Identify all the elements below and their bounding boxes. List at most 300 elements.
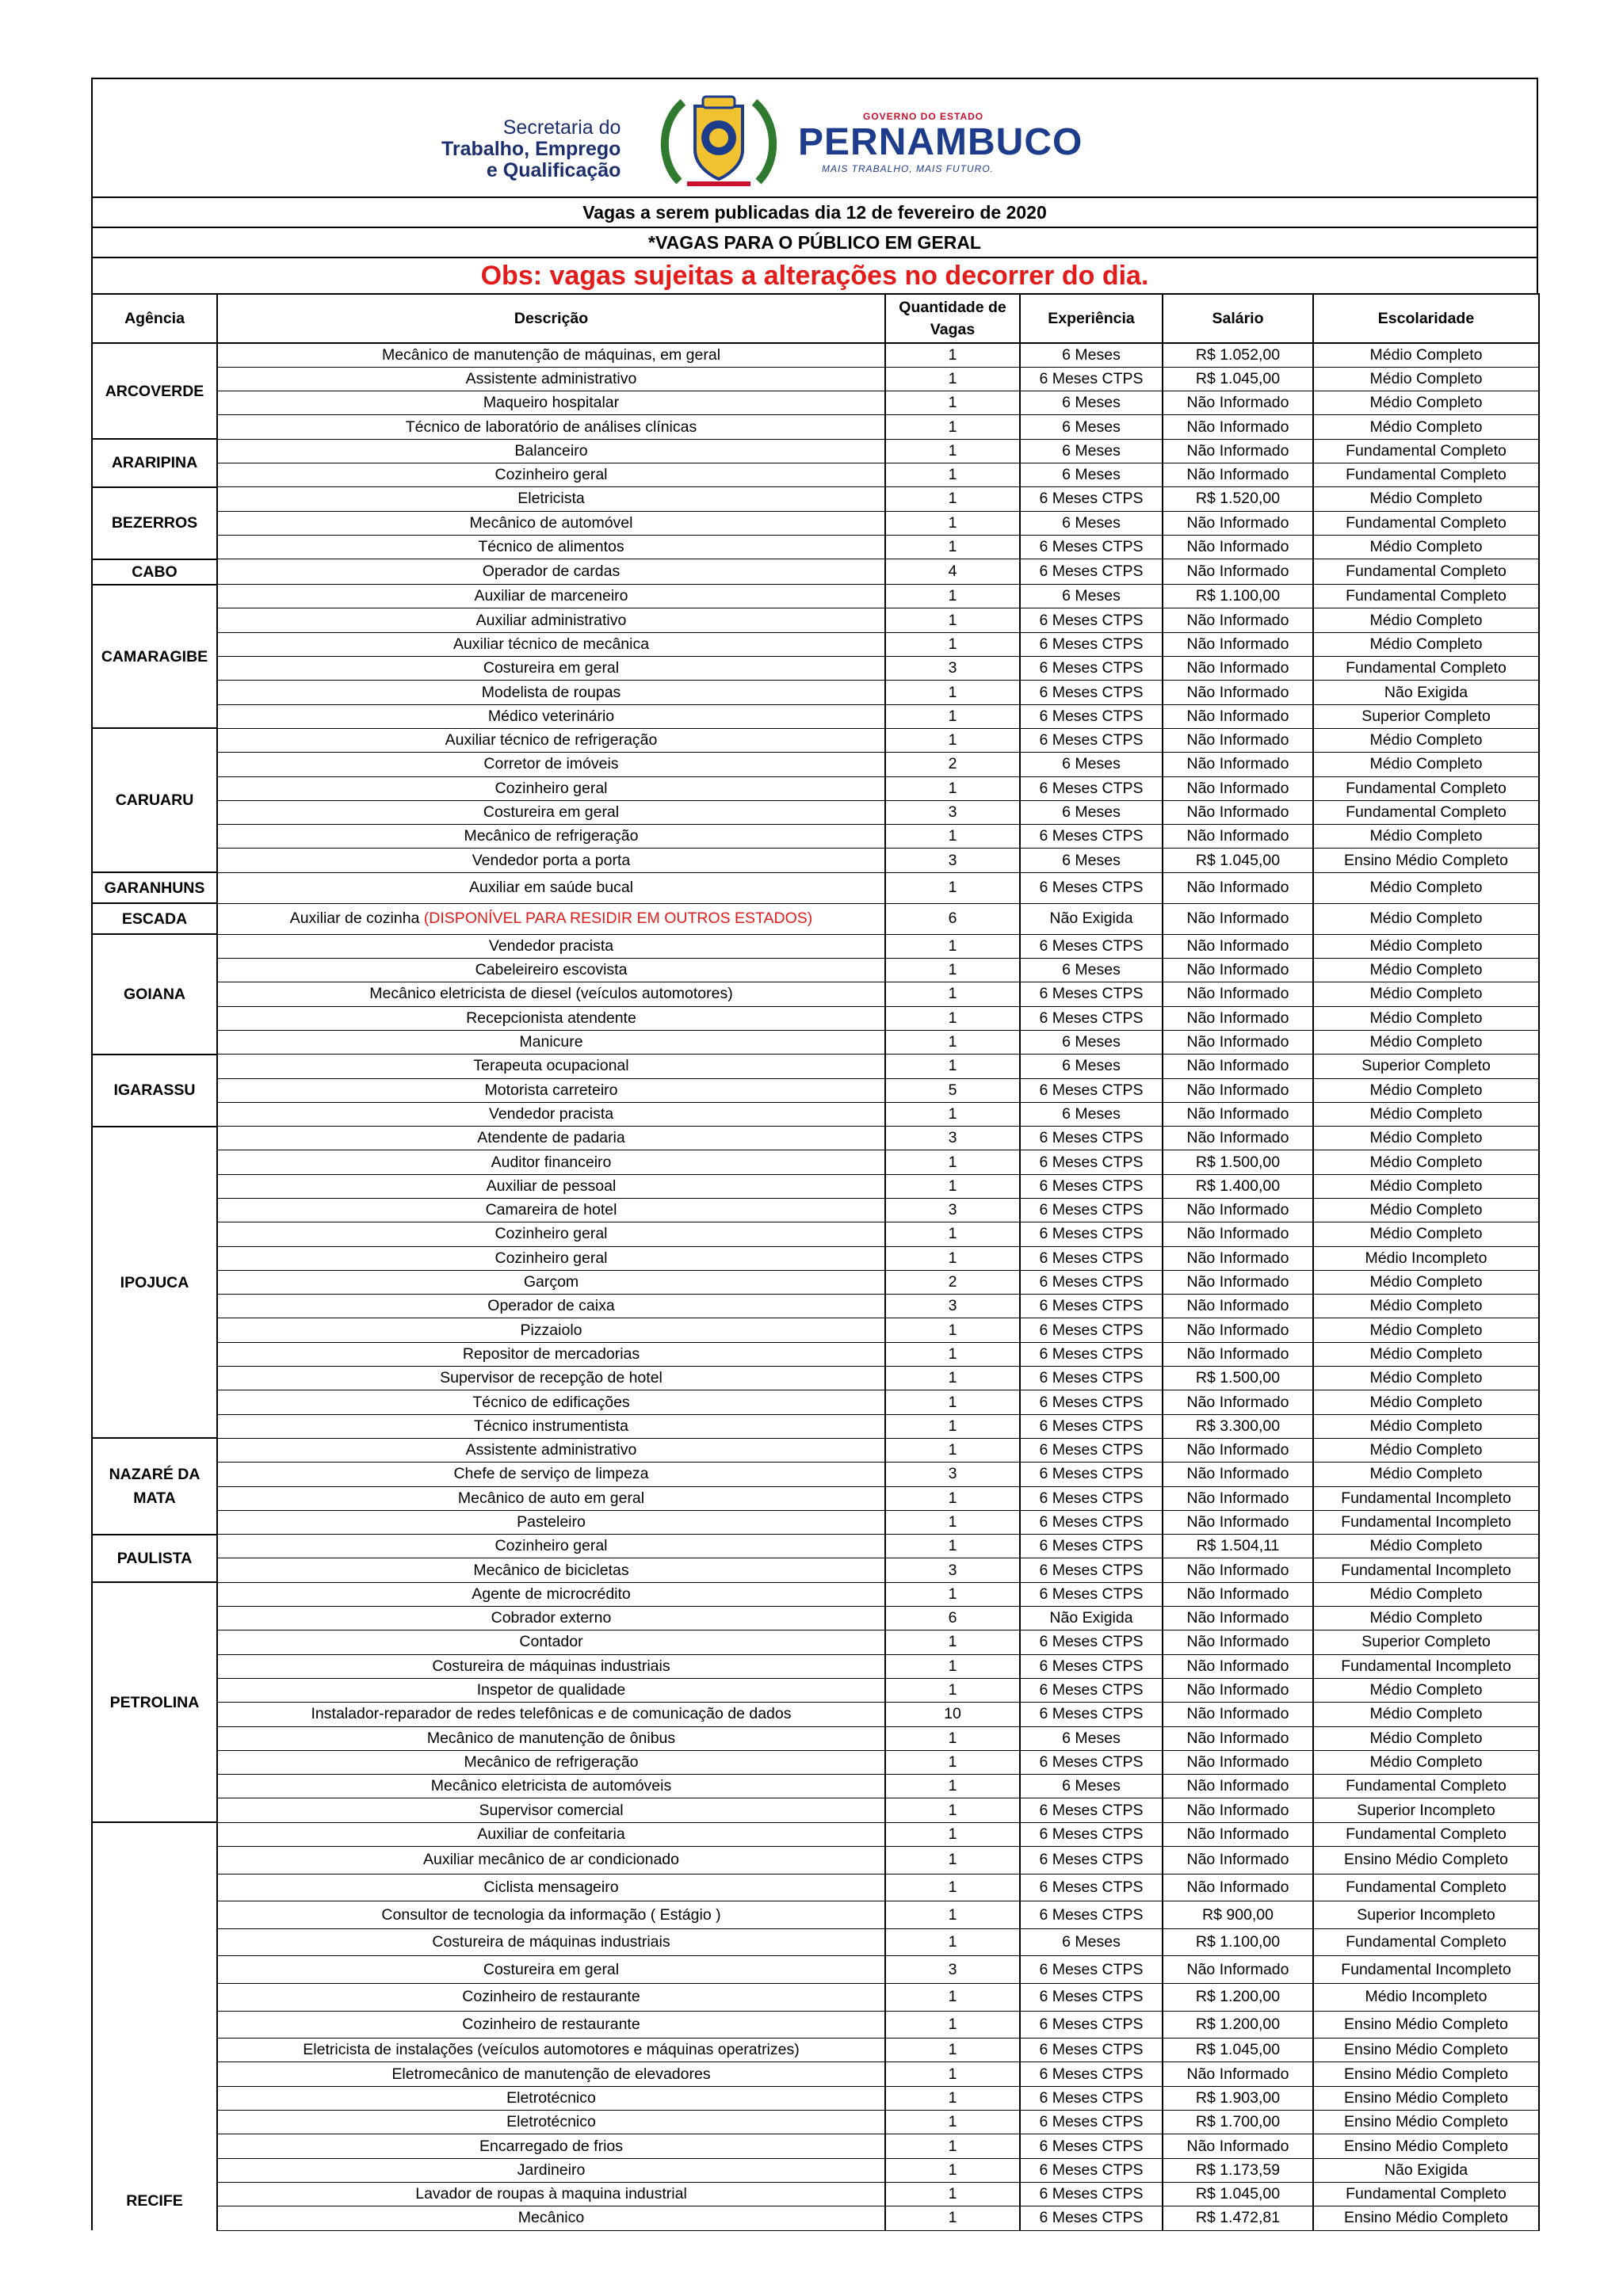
job-quantity: 1 <box>885 982 1020 1006</box>
job-education: Médio Completo <box>1313 1342 1539 1366</box>
job-quantity: 1 <box>885 463 1020 486</box>
job-salary: R$ 1.700,00 <box>1163 2111 1313 2134</box>
agency-cell: PETROLINA <box>92 1582 217 1822</box>
table-row <box>92 1535 1539 1558</box>
job-quantity: 6 <box>885 903 1020 934</box>
job-quantity: 1 <box>885 2062 1020 2086</box>
obs-notice: Obs: vagas sujeitas a alterações no decorrer do dia. <box>91 257 1538 293</box>
job-quantity: 1 <box>885 1510 1020 1534</box>
job-salary: Não Informado <box>1163 825 1313 849</box>
job-quantity: 1 <box>885 1030 1020 1054</box>
job-quantity: 1 <box>885 391 1020 415</box>
job-salary: Não Informado <box>1163 1630 1313 1654</box>
job-quantity: 1 <box>885 2011 1020 2039</box>
table-row <box>92 800 1539 824</box>
job-description: Cobrador externo <box>217 1607 885 1630</box>
job-salary: Não Informado <box>1163 2134 1313 2158</box>
job-description: Terapeuta ocupacional <box>217 1055 885 1078</box>
job-quantity: 1 <box>885 1486 1020 1510</box>
page-title: Vagas a serem publicadas dia 12 de fevereiro de 2020 <box>91 196 1538 227</box>
table-row <box>92 632 1539 656</box>
job-experience: 6 Meses <box>1020 1928 1163 1956</box>
job-description: Consultor de tecnologia da informação ( Estágio ) <box>217 1901 885 1929</box>
job-description: Mecânico eletricista de diesel (veículos automotores) <box>217 982 885 1006</box>
job-experience: 6 Meses CTPS <box>1020 608 1163 632</box>
job-experience: 6 Meses CTPS <box>1020 1983 1163 2011</box>
job-description: Auxiliar em saúde bucal <box>217 872 885 903</box>
agency-cell: CABO <box>92 559 217 585</box>
job-education: Médio Completo <box>1313 391 1539 415</box>
job-salary: Não Informado <box>1163 463 1313 486</box>
job-quantity: 1 <box>885 1750 1020 1774</box>
job-note: (DISPONÍVEL PARA RESIDIR EM OUTROS ESTADOS) <box>419 910 813 928</box>
job-salary: Não Informado <box>1163 872 1313 903</box>
table-row <box>92 1874 1539 1901</box>
job-experience: 6 Meses <box>1020 415 1163 439</box>
job-quantity: 1 <box>885 1822 1020 1846</box>
job-salary: Não Informado <box>1163 511 1313 535</box>
job-quantity: 1 <box>885 1901 1020 1929</box>
job-description: Lavador de roupas à maquina industrial <box>217 2182 885 2206</box>
job-quantity: 1 <box>885 2206 1020 2230</box>
job-quantity: 3 <box>885 1127 1020 1150</box>
table-row <box>92 1006 1539 1030</box>
agency-cell: IGARASSU <box>92 1055 217 1127</box>
job-experience: 6 Meses CTPS <box>1020 1246 1163 1270</box>
job-experience: 6 Meses CTPS <box>1020 1486 1163 1510</box>
job-salary: Não Informado <box>1163 608 1313 632</box>
page-subtitle: *VAGAS PARA O PÚBLICO EM GERAL <box>91 227 1538 257</box>
job-education: Fundamental Completo <box>1313 1874 1539 1901</box>
table-row <box>92 1654 1539 1678</box>
job-description: Maqueiro hospitalar <box>217 391 885 415</box>
table-row <box>92 728 1539 752</box>
job-experience: 6 Meses CTPS <box>1020 2182 1163 2206</box>
job-education: Médio Incompleto <box>1313 1246 1539 1270</box>
job-quantity: 3 <box>885 1463 1020 1486</box>
job-description: Auditor financeiro <box>217 1150 885 1174</box>
job-salary: R$ 1.045,00 <box>1163 849 1313 872</box>
job-experience: 6 Meses CTPS <box>1020 1654 1163 1678</box>
job-experience: 6 Meses CTPS <box>1020 367 1163 391</box>
job-experience: 6 Meses CTPS <box>1020 1510 1163 1534</box>
col-escolaridade: Escolaridade <box>1313 294 1539 343</box>
job-quantity: 1 <box>885 1630 1020 1654</box>
table-row <box>92 1414 1539 1438</box>
table-row <box>92 1901 1539 1929</box>
job-education: Médio Completo <box>1313 608 1539 632</box>
job-education: Médio Completo <box>1313 1078 1539 1102</box>
job-quantity: 1 <box>885 2039 1020 2062</box>
job-description: Agente de microcrédito <box>217 1582 885 1606</box>
job-salary: Não Informado <box>1163 1270 1313 1294</box>
table-row <box>92 1822 1539 1846</box>
table-row <box>92 2206 1539 2230</box>
job-description: Operador de cardas <box>217 559 885 585</box>
job-education: Médio Completo <box>1313 753 1539 776</box>
job-education: Médio Completo <box>1313 367 1539 391</box>
job-salary: Não Informado <box>1163 391 1313 415</box>
job-description: Auxiliar mecânico de ar condicionado <box>217 1847 885 1875</box>
job-education: Fundamental Incompleto <box>1313 1956 1539 1984</box>
job-education: Médio Completo <box>1313 1726 1539 1750</box>
job-education: Médio Completo <box>1313 1750 1539 1774</box>
job-quantity: 1 <box>885 1342 1020 1366</box>
table-row <box>92 1956 1539 1984</box>
job-experience: 6 Meses CTPS <box>1020 1822 1163 1846</box>
table-row <box>92 1928 1539 1956</box>
table-row <box>92 2062 1539 2086</box>
job-experience: 6 Meses CTPS <box>1020 1874 1163 1901</box>
job-quantity: 1 <box>885 1678 1020 1702</box>
table-row <box>92 1582 1539 1606</box>
table-row <box>92 776 1539 800</box>
job-salary: Não Informado <box>1163 934 1313 958</box>
agency-cell: NAZARÉ DA MATA <box>92 1438 217 1534</box>
job-education: Médio Completo <box>1313 1535 1539 1558</box>
job-experience: 6 Meses CTPS <box>1020 1582 1163 1606</box>
table-row <box>92 681 1539 704</box>
job-description: Cozinheiro de restaurante <box>217 2011 885 2039</box>
job-salary: Não Informado <box>1163 1055 1313 1078</box>
job-education: Fundamental Completo <box>1313 1928 1539 1956</box>
job-description: Motorista carreteiro <box>217 1078 885 1102</box>
job-salary: R$ 1.052,00 <box>1163 343 1313 367</box>
job-experience: 6 Meses CTPS <box>1020 1463 1163 1486</box>
agency-cell: ARARIPINA <box>92 439 217 487</box>
job-salary: Não Informado <box>1163 1078 1313 1102</box>
job-experience: 6 Meses CTPS <box>1020 1678 1163 1702</box>
job-description: Cozinheiro geral <box>217 776 885 800</box>
col-salario: Salário <box>1163 294 1313 343</box>
job-experience: 6 Meses CTPS <box>1020 1798 1163 1822</box>
job-salary: Não Informado <box>1163 1295 1313 1318</box>
job-salary: R$ 3.300,00 <box>1163 1414 1313 1438</box>
job-experience: 6 Meses <box>1020 439 1163 463</box>
job-experience: 6 Meses CTPS <box>1020 872 1163 903</box>
table-row <box>92 1630 1539 1654</box>
job-salary: Não Informado <box>1163 776 1313 800</box>
job-education: Fundamental Completo <box>1313 511 1539 535</box>
job-experience: 6 Meses <box>1020 1726 1163 1750</box>
job-description: Mecânico de refrigeração <box>217 825 885 849</box>
table-row <box>92 1558 1539 1582</box>
job-education: Fundamental Incompleto <box>1313 1510 1539 1534</box>
table-row <box>92 2134 1539 2158</box>
job-quantity: 1 <box>885 367 1020 391</box>
job-experience: 6 Meses CTPS <box>1020 2158 1163 2182</box>
job-education: Médio Completo <box>1313 1150 1539 1174</box>
job-description: Eletricista <box>217 487 885 511</box>
job-description: Cozinheiro geral <box>217 1246 885 1270</box>
job-salary: Não Informado <box>1163 1726 1313 1750</box>
job-education: Médio Completo <box>1313 1127 1539 1150</box>
table-row <box>92 559 1539 585</box>
job-description: Auxiliar técnico de mecânica <box>217 632 885 656</box>
job-salary: R$ 1.173,59 <box>1163 2158 1313 2182</box>
job-quantity: 1 <box>885 1390 1020 1414</box>
job-description: Eletrotécnico <box>217 2111 885 2134</box>
table-row <box>92 367 1539 391</box>
table-row <box>92 2182 1539 2206</box>
job-quantity: 1 <box>885 1055 1020 1078</box>
job-description: Costureira em geral <box>217 657 885 681</box>
job-description: Recepcionista atendente <box>217 1006 885 1030</box>
job-education: Superior Incompleto <box>1313 1798 1539 1822</box>
job-experience: 6 Meses CTPS <box>1020 2011 1163 2039</box>
job-education: Ensino Médio Completo <box>1313 2011 1539 2039</box>
job-experience: 6 Meses CTPS <box>1020 1222 1163 1246</box>
job-experience: 6 Meses CTPS <box>1020 487 1163 511</box>
job-salary: Não Informado <box>1163 1874 1313 1901</box>
job-education: Não Exigida <box>1313 681 1539 704</box>
job-description: Técnico instrumentista <box>217 1414 885 1438</box>
job-quantity: 1 <box>885 1174 1020 1198</box>
job-quantity: 1 <box>885 1847 1020 1875</box>
job-experience: 6 Meses <box>1020 585 1163 608</box>
job-salary: R$ 1.903,00 <box>1163 2086 1313 2110</box>
agency-cell: GOIANA <box>92 934 217 1054</box>
table-row <box>92 1390 1539 1414</box>
job-description: Eletricista de instalações (veículos automotores e máquinas operatrizes) <box>217 2039 885 2062</box>
job-experience: 6 Meses CTPS <box>1020 1901 1163 1929</box>
job-salary: Não Informado <box>1163 535 1313 559</box>
job-education: Ensino Médio Completo <box>1313 2206 1539 2230</box>
job-education: Médio Completo <box>1313 1582 1539 1606</box>
job-experience: 6 Meses CTPS <box>1020 1318 1163 1342</box>
job-quantity: 3 <box>885 1558 1020 1582</box>
table-row <box>92 608 1539 632</box>
job-salary: Não Informado <box>1163 1199 1313 1222</box>
job-salary: Não Informado <box>1163 1582 1313 1606</box>
job-salary: Não Informado <box>1163 903 1313 934</box>
header-logos <box>91 78 1538 196</box>
job-salary: Não Informado <box>1163 1463 1313 1486</box>
table-row <box>92 585 1539 608</box>
job-salary: Não Informado <box>1163 1678 1313 1702</box>
job-experience: 6 Meses <box>1020 463 1163 486</box>
job-quantity: 1 <box>885 2158 1020 2182</box>
job-description: Eletrotécnico <box>217 2086 885 2110</box>
job-salary: Não Informado <box>1163 1750 1313 1774</box>
job-experience: 6 Meses CTPS <box>1020 1150 1163 1174</box>
table-row <box>92 439 1539 463</box>
table-row <box>92 704 1539 728</box>
job-description: Auxiliar de marceneiro <box>217 585 885 608</box>
job-description: Técnico de edificações <box>217 1390 885 1414</box>
job-description: Garçom <box>217 1270 885 1294</box>
job-quantity: 3 <box>885 1199 1020 1222</box>
job-education: Médio Completo <box>1313 487 1539 511</box>
job-experience: 6 Meses CTPS <box>1020 1270 1163 1294</box>
table-row <box>92 982 1539 1006</box>
table-row <box>92 1078 1539 1102</box>
agency-cell: CARUARU <box>92 728 217 872</box>
job-description: Inspetor de qualidade <box>217 1678 885 1702</box>
table-row <box>92 1775 1539 1798</box>
table-row <box>92 1222 1539 1246</box>
table-row <box>92 1055 1539 1078</box>
job-description: Chefe de serviço de limpeza <box>217 1463 885 1486</box>
job-salary: R$ 1.400,00 <box>1163 1174 1313 1198</box>
job-salary: R$ 1.504,11 <box>1163 1535 1313 1558</box>
job-salary: Não Informado <box>1163 800 1313 824</box>
job-description: Corretor de imóveis <box>217 753 885 776</box>
job-experience: Não Exigida <box>1020 903 1163 934</box>
job-education: Médio Completo <box>1313 1222 1539 1246</box>
job-education: Médio Completo <box>1313 1318 1539 1342</box>
job-education: Fundamental Completo <box>1313 800 1539 824</box>
job-salary: R$ 1.200,00 <box>1163 2011 1313 2039</box>
job-quantity: 1 <box>885 439 1020 463</box>
job-education: Fundamental Completo <box>1313 585 1539 608</box>
job-quantity: 3 <box>885 1956 1020 1984</box>
job-education: Ensino Médio Completo <box>1313 2134 1539 2158</box>
job-education: Médio Completo <box>1313 1295 1539 1318</box>
table-row <box>92 463 1539 486</box>
jobs-table <box>91 293 1540 2231</box>
job-description: Cozinheiro geral <box>217 1535 885 1558</box>
job-experience: 6 Meses CTPS <box>1020 1703 1163 1726</box>
table-row <box>92 1798 1539 1822</box>
job-description: Cozinheiro de restaurante <box>217 1983 885 2011</box>
job-salary: Não Informado <box>1163 1847 1313 1875</box>
table-row <box>92 1847 1539 1875</box>
table-row <box>92 1983 1539 2011</box>
job-experience: 6 Meses CTPS <box>1020 1342 1163 1366</box>
job-description: Instalador-reparador de redes telefônicas e de comunicação de dados <box>217 1703 885 1726</box>
job-salary: Não Informado <box>1163 1822 1313 1846</box>
job-experience: 6 Meses CTPS <box>1020 1750 1163 1774</box>
job-description: Repositor de mercadorias <box>217 1342 885 1366</box>
job-listing-sheet <box>91 78 1538 2231</box>
job-description: Contador <box>217 1630 885 1654</box>
job-education: Médio Completo <box>1313 1102 1539 1126</box>
job-description: Mecânico eletricista de automóveis <box>217 1775 885 1798</box>
table-row <box>92 1607 1539 1630</box>
agency-cell: CAMARAGIBE <box>92 585 217 729</box>
job-education: Médio Completo <box>1313 934 1539 958</box>
table-row <box>92 2086 1539 2110</box>
agency-cell: PAULISTA <box>92 1535 217 1583</box>
table-row <box>92 1342 1539 1366</box>
job-quantity: 1 <box>885 776 1020 800</box>
job-description: Atendente de padaria <box>217 1127 885 1150</box>
job-salary: Não Informado <box>1163 1558 1313 1582</box>
job-description: Auxiliar técnico de refrigeração <box>217 728 885 752</box>
job-salary: Não Informado <box>1163 1246 1313 1270</box>
job-quantity: 1 <box>885 343 1020 367</box>
job-education: Médio Completo <box>1313 1703 1539 1726</box>
job-education: Médio Completo <box>1313 728 1539 752</box>
job-salary: Não Informado <box>1163 728 1313 752</box>
job-experience: 6 Meses CTPS <box>1020 982 1163 1006</box>
job-quantity: 1 <box>885 825 1020 849</box>
job-education: Médio Completo <box>1313 1174 1539 1198</box>
col-quantidade <box>885 294 1020 343</box>
job-education: Fundamental Incompleto <box>1313 1654 1539 1678</box>
job-education: Ensino Médio Completo <box>1313 1847 1539 1875</box>
job-education: Fundamental Completo <box>1313 2182 1539 2206</box>
job-salary: Não Informado <box>1163 415 1313 439</box>
job-education: Médio Completo <box>1313 535 1539 559</box>
job-description: Pizzaiolo <box>217 1318 885 1342</box>
job-experience: 6 Meses CTPS <box>1020 1558 1163 1582</box>
job-experience: 6 Meses CTPS <box>1020 2134 1163 2158</box>
job-experience: 6 Meses CTPS <box>1020 934 1163 958</box>
job-description: Supervisor de recepção de hotel <box>217 1367 885 1390</box>
job-description: Auxiliar administrativo <box>217 608 885 632</box>
job-description: Vendedor pracista <box>217 934 885 958</box>
job-education: Médio Completo <box>1313 632 1539 656</box>
job-education: Médio Completo <box>1313 1414 1539 1438</box>
job-description: Mecânico <box>217 2206 885 2230</box>
job-description: Supervisor comercial <box>217 1798 885 1822</box>
job-salary: R$ 1.045,00 <box>1163 367 1313 391</box>
job-description <box>217 903 885 934</box>
table-row <box>92 1295 1539 1318</box>
job-quantity: 1 <box>885 1414 1020 1438</box>
job-salary: Não Informado <box>1163 1030 1313 1054</box>
job-salary: Não Informado <box>1163 632 1313 656</box>
job-quantity: 6 <box>885 1607 1020 1630</box>
table-row <box>92 1438 1539 1462</box>
table-row <box>92 343 1539 367</box>
job-experience: 6 Meses <box>1020 959 1163 982</box>
table-row <box>92 1510 1539 1534</box>
job-description: Manicure <box>217 1030 885 1054</box>
job-description: Camareira de hotel <box>217 1199 885 1222</box>
job-salary: Não Informado <box>1163 1006 1313 1030</box>
table-row <box>92 487 1539 511</box>
job-education: Superior Completo <box>1313 1630 1539 1654</box>
job-education: Fundamental Completo <box>1313 463 1539 486</box>
job-quantity: 1 <box>885 681 1020 704</box>
job-experience: 6 Meses CTPS <box>1020 776 1163 800</box>
job-education: Ensino Médio Completo <box>1313 2111 1539 2134</box>
job-quantity: 1 <box>885 1438 1020 1462</box>
col-quantidade-l1: Quantidade de <box>899 299 1006 316</box>
job-education: Médio Completo <box>1313 1006 1539 1030</box>
job-education: Médio Completo <box>1313 982 1539 1006</box>
job-salary: R$ 1.100,00 <box>1163 1928 1313 1956</box>
job-quantity: 1 <box>885 415 1020 439</box>
job-salary: Não Informado <box>1163 657 1313 681</box>
job-description: Operador de caixa <box>217 1295 885 1318</box>
job-experience: 6 Meses <box>1020 1030 1163 1054</box>
table-row <box>92 903 1539 934</box>
job-education: Fundamental Completo <box>1313 657 1539 681</box>
job-salary: Não Informado <box>1163 1222 1313 1246</box>
job-education: Fundamental Incompleto <box>1313 1486 1539 1510</box>
job-experience: 6 Meses <box>1020 511 1163 535</box>
job-description: Assistente administrativo <box>217 1438 885 1462</box>
job-description: Cabeleireiro escovista <box>217 959 885 982</box>
job-education: Médio Completo <box>1313 415 1539 439</box>
job-salary: Não Informado <box>1163 1654 1313 1678</box>
table-row <box>92 657 1539 681</box>
agency-cell: GARANHUNS <box>92 872 217 903</box>
job-quantity: 1 <box>885 1798 1020 1822</box>
job-quantity: 1 <box>885 1102 1020 1126</box>
job-salary: Não Informado <box>1163 1438 1313 1462</box>
job-salary: R$ 1.045,00 <box>1163 2182 1313 2206</box>
job-experience: 6 Meses CTPS <box>1020 559 1163 585</box>
job-quantity: 1 <box>885 608 1020 632</box>
job-experience: 6 Meses CTPS <box>1020 2062 1163 2086</box>
job-quantity: 1 <box>885 511 1020 535</box>
pernambuco-logo <box>798 111 1083 174</box>
